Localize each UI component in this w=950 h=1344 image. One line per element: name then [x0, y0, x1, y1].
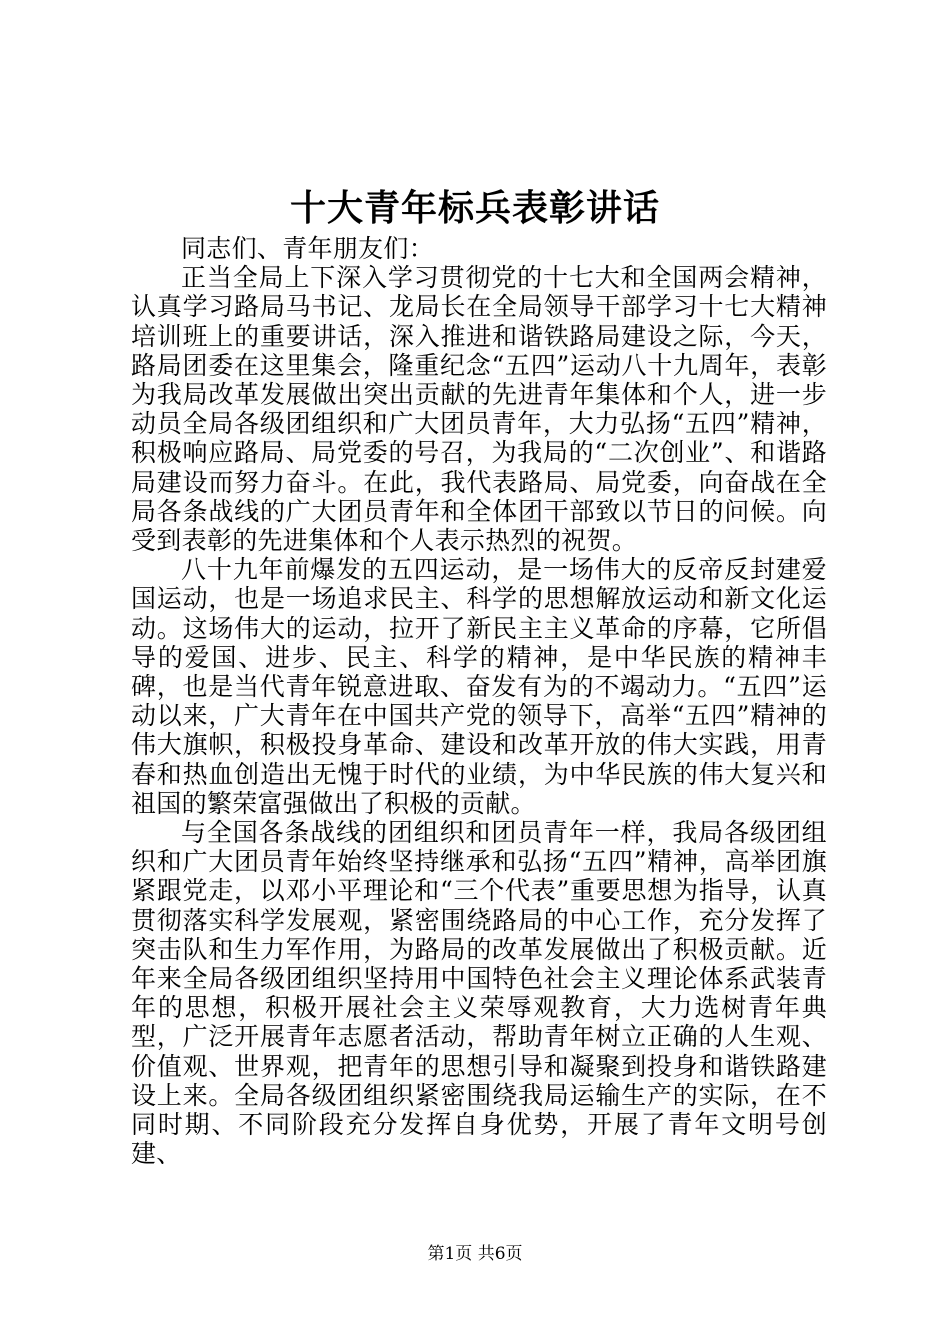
page-footer: 第1页 共6页 — [427, 1244, 523, 1264]
salutation: 同志们、青年朋友们： — [181, 234, 435, 263]
paragraph-3: 与全国各条战线的团组织和团员青年一样，我局各级团组织和广大团员青年始终坚持继承和弘扬“五四”精神，高举团旗紧跟党走，以邓小平理论和“三个代表”重要思想为指导，认真贯彻落实科学发展观，紧密围绕路局的中心工作，充分发挥了突击队和生力军作用，为路局的改革发展做出了积极贡献。近年来全局各级团组织坚持用中国特色社会主义理论体系武装青年的思想，积极开展社会主义荣辱观教育，大力选树青年典型，广泛开展青年志愿者活动，帮助青年树立正确的人生观、价值观、世界观，把青年的思想引导和凝聚到投身和谐铁路建设上来。全局各级团组织紧密围绕我局运输生产的实际，在不同时期、不同阶段充分发挥自身优势，开展了青年文明号创建、 — [131, 818, 827, 1169]
paragraph-1: 正当全局上下深入学习贯彻党的十七大和全国两会精神，认真学习路局马书记、龙局长在全局领导干部学习十七大精神培训班上的重要讲话，深入推进和谐铁路局建设之际，今天，路局团委在这里集会，隆重纪念“五四”运动八十九周年，表彰为我局改革发展做出突出贡献的先进青年集体和个人，进一步动员全局各级团组织和广大团员青年，大力弘扬“五四”精神，积极响应路局、局党委的号召，为我局的“二次创业”、和谐路局建设而努力奋斗。在此，我代表路局、局党委，向奋战在全局各条战线的广大团员青年和全体团干部致以节日的问候。向受到表彰的先进集体和个人表示热烈的祝贺。 — [131, 263, 827, 556]
paragraph-2: 八十九年前爆发的五四运动，是一场伟大的反帝反封建爱国运动，也是一场追求民主、科学的思想解放运动和新文化运动。这场伟大的运动，拉开了新民主主义革命的序幕，它所倡导的爱国、进步、民主、科学的精神，是中华民族的精神丰碑，也是当代青年锐意进取、奋发有为的不竭动力。“五四”运动以来，广大青年在中国共产党的领导下，高举“五四”精神的伟大旗帜，积极投身革命、建设和改革开放的伟大实践，用青春和热血创造出无愧于时代的业绩，为中华民族的伟大复兴和祖国的繁荣富强做出了积极的贡献。 — [131, 555, 827, 818]
document-title: 十大青年标兵表彰讲话 — [289, 187, 660, 229]
document-body — [131, 234, 827, 1169]
